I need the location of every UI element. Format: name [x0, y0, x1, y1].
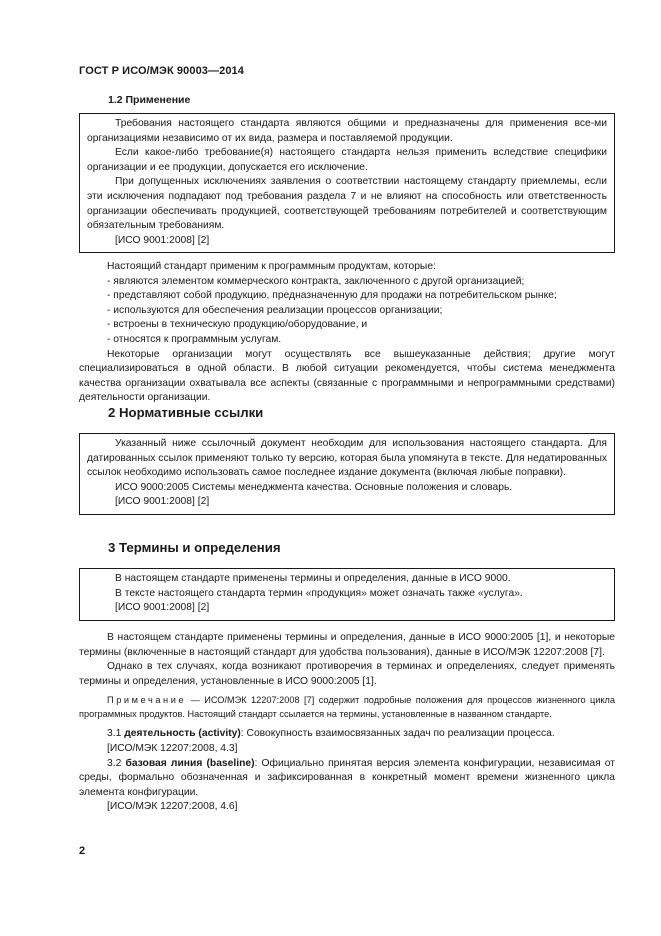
term-reference: [ИСО/МЭК 12207:2008, 4.6]	[107, 801, 238, 813]
term-definition	[79, 757, 615, 801]
term-reference: [ИСО/МЭК 12207:2008, 4.3]	[107, 742, 238, 754]
term-text: : Официально принятая версия элемента конфигурации, независимая от среды, формально обозначенная и зафиксированная в конкретный момент времени жизненного цикла элемента конфигурации.	[79, 757, 615, 798]
term-definition	[79, 727, 615, 742]
section-2-title: 2 Нормативные ссылки	[108, 405, 264, 420]
quote-box-iso9001-application	[79, 113, 615, 253]
term-number: 3.2	[107, 757, 126, 769]
section-3-title: 3 Термины и определения	[108, 540, 281, 555]
term-name: базовая линия (baseline)	[125, 757, 255, 769]
quote-box-normative-references	[79, 433, 615, 515]
box-paragraph: ИСО 9000:2005 Системы менеджмента качества. Основные положения и словарь.	[115, 481, 513, 493]
paragraph: Однако в тех случаях, когда возникают противоречия в терминах и определениях, следует применять термины и определения, установленные в ИСО 9000:2005 [1].	[79, 661, 615, 687]
paragraph: В настоящем стандарте применены термины и определения, данные в ИСО 9000:2005 [1], и некоторые термины (включенные в настоящий стандарт для удобства пользования), данные в ИСО/МЭК 12207:2008 [7].	[79, 632, 615, 658]
term-number: 3.1	[107, 728, 125, 740]
box-paragraph: Если какое-либо требование(я) настоящего стандарта нельзя применить вследствие специфики организации и ее продукции, допускается его исключение.	[87, 147, 607, 173]
box-reference: [ИСО 9001:2008] [2]	[115, 496, 210, 508]
list-item: - представляют собой продукцию, предназначенную для продажи на потребительском рынке;	[107, 290, 557, 302]
standard-header: ГОСТ Р ИСО/МЭК 90003—2014	[79, 65, 244, 77]
note-text: — ИСО/МЭК 12207:2008 [7] содержит подробные положения для процессов жизненного цикла программных продуктов. Настоящий стандарт ссылается на термины, установленные в названном стандарте.	[79, 695, 615, 719]
list-item: - являются элементом коммерческого контракта, заключенного с другой организацией;	[107, 275, 525, 287]
box-paragraph: В тексте настоящего стандарта термин «продукция» может означать также «услуга».	[115, 587, 523, 599]
list-item: - встроены в техническую продукцию/оборудование, и	[107, 319, 368, 331]
note-label: Примечание	[107, 695, 187, 706]
box-paragraph: Требования настоящего стандарта являются общими и предназначены для применения все-ми организациями независимо от их вида, размера и поставляемой продукции.	[87, 118, 607, 144]
term-text: : Совокупность взаимосвязанных задач по реализации процесса.	[240, 728, 555, 740]
quote-box-terms	[79, 568, 615, 621]
list-item: - используются для обеспечения реализации процессов организации;	[107, 304, 443, 316]
term-name: деятельность (activity)	[124, 728, 241, 740]
box-paragraph: В настоящем стандарте применены термины и определения, данные в ИСО 9000.	[115, 573, 511, 584]
paragraph: Некоторые организации могут осуществлять все вышеуказанные действия; другие могут специализироваться в одной области. В любой ситуации рекомендуется, чтобы система менеджмента качества организации охватывала все аспекты (связанные с программными и непрограммными средствами) деятельности организации.	[79, 348, 615, 404]
section-1-2-title: 1.2 Применение	[108, 94, 191, 106]
box-reference: [ИСО 9001:2008] [2]	[115, 602, 210, 614]
box-reference: [ИСО 9001:2008] [2]	[115, 234, 210, 246]
section-3-body	[79, 631, 615, 815]
paragraph: Настоящий стандарт применим к программным продуктам, которые:	[107, 261, 436, 272]
list-item: - относятся к программным услугам.	[107, 333, 282, 345]
box-paragraph: При допущенных исключениях заявления о соответствии настоящему стандарту приемлемы, если эти исключения подпадают под требования раздела 7 и не влияют на способность или ответственность организации обеспечивать продукцией, соответствующей требованиям потребителей и соответствующим обязательным требованиям.	[87, 176, 607, 232]
section-1-2-body	[79, 260, 615, 406]
page-number: 2	[79, 845, 86, 857]
box-paragraph: Указанный ниже ссылочный документ необходим для использования настоящего стандарта. Для датированных ссылок применяют только ту версию, которая была упомянута в тексте. Для недатированных ссылок необходимо использовать самое последнее издание документа (включая любые поправки).	[87, 438, 607, 479]
note	[79, 694, 615, 721]
